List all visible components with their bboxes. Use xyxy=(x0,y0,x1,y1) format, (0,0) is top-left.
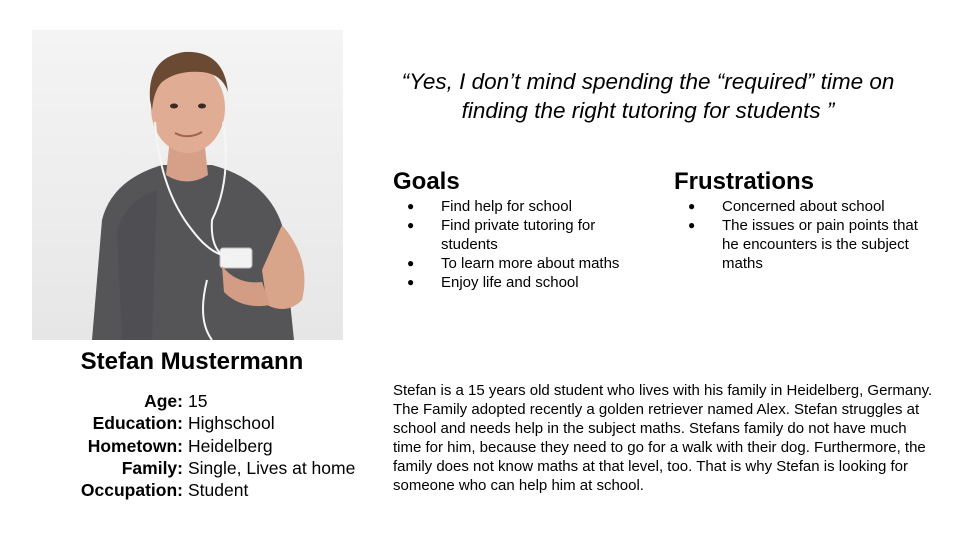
fact-value: Heidelberg xyxy=(188,435,273,456)
persona-name: Stefan Mustermann xyxy=(80,348,304,375)
frustration-item: ● Concerned about school xyxy=(674,197,924,216)
fact-label: Occupation: xyxy=(80,480,183,501)
fact-value: Student xyxy=(188,480,249,501)
frustrations-heading: Frustrations xyxy=(674,168,815,195)
fact-value: 15 xyxy=(188,391,208,411)
frustrations-section xyxy=(674,167,924,273)
fact-family xyxy=(40,457,380,479)
fact-age xyxy=(40,390,380,412)
fact-occupation xyxy=(40,479,380,501)
fact-label: Family: xyxy=(121,457,183,478)
goals-list xyxy=(393,197,653,292)
fact-value: Highschool xyxy=(188,413,275,434)
fact-label: Hometown: xyxy=(87,435,183,456)
frustration-item: ● The issues or pain points that he encounters is the subject maths xyxy=(674,216,924,273)
goals-heading: Goals xyxy=(393,168,460,195)
frustrations-list xyxy=(674,197,924,273)
fact-label: Education: xyxy=(92,413,183,434)
person-photo-illustration xyxy=(32,30,343,340)
goal-item: ● Find private tutoring for students xyxy=(393,216,653,254)
goal-item: ● Find help for school xyxy=(393,197,653,216)
fact-value: Single, Lives at home xyxy=(188,457,356,478)
fact-label: Age: xyxy=(144,391,183,411)
fact-education xyxy=(40,412,380,434)
goal-item: ● To learn more about maths xyxy=(393,254,653,273)
fact-hometown xyxy=(40,435,380,457)
persona-photo xyxy=(32,30,343,340)
persona-bio: Stefan is a 15 years old student who lives with his family in Heidelberg, Germany. The Family adopted recently a golden retriever named Alex. Stefan struggles at school and needs help in the subject maths. Stefans family do not have much time for him, because they need to go for a walk with their dog. Furthermore, the family does not know maths at that level, too. That is why Stefan is looking for someone who can help him at school. xyxy=(393,382,933,494)
persona-facts xyxy=(40,390,380,501)
persona-quote: “Yes, I don’t mind spending the “required” time on finding the right tutoring for students ” xyxy=(401,69,895,123)
goal-item: ● Enjoy life and school xyxy=(393,273,653,292)
goals-section xyxy=(393,167,653,292)
